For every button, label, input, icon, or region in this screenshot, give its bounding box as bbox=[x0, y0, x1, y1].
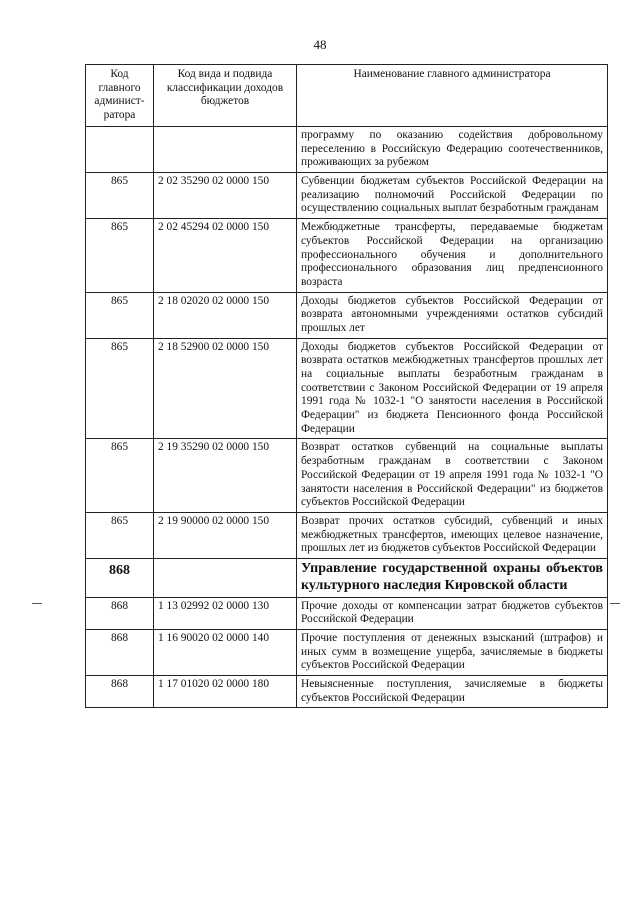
income-code-cell: 2 19 35290 02 0000 150 bbox=[154, 439, 297, 512]
header-income-code: Код вида и подвида классификации доходов бюджетов bbox=[154, 65, 297, 127]
margin-mark-right bbox=[610, 603, 620, 604]
admin-code-cell: 868 bbox=[86, 558, 154, 597]
income-code-cell: 1 13 02992 02 0000 130 bbox=[154, 597, 297, 629]
table-row bbox=[86, 219, 608, 292]
admin-name-cell: программу по оказанию содействия добровольному переселению в Российскую Федерацию соотечественников, проживающих за рубежом bbox=[297, 127, 608, 173]
table-row bbox=[86, 173, 608, 219]
income-code-cell: 2 02 35290 02 0000 150 bbox=[154, 173, 297, 219]
admin-code-cell: 868 bbox=[86, 629, 154, 675]
admin-name-cell: Межбюджетные трансферты, передаваемые бюджетам субъектов Российской Федерации на организацию профессионального обучения и дополнительного профессионального образования лиц предпенсионного возраста bbox=[297, 219, 608, 292]
table-row bbox=[86, 127, 608, 173]
income-code-cell: 2 02 45294 02 0000 150 bbox=[154, 219, 297, 292]
admin-name-cell: Возврат остатков субвенций на социальные выплаты безработным гражданам в соответствии с Законом Российской Федерации от 19 апреля 1991 года № 1032-1 "О занятости населения в Российской Федерации" из бюджетов субъектов Российской Федерации bbox=[297, 439, 608, 512]
income-code-cell bbox=[154, 558, 297, 597]
income-code-cell: 1 16 90020 02 0000 140 bbox=[154, 629, 297, 675]
department-row bbox=[86, 558, 608, 597]
table-body bbox=[86, 127, 608, 708]
admin-name-cell: Управление государственной охраны объектов культурного наследия Кировской области bbox=[297, 558, 608, 597]
admin-name-cell: Прочие доходы от компенсации затрат бюджетов субъектов Российской Федерации bbox=[297, 597, 608, 629]
admin-code-cell: 865 bbox=[86, 219, 154, 292]
table-row bbox=[86, 292, 608, 338]
page-number: 48 bbox=[313, 37, 327, 52]
admin-code-cell: 865 bbox=[86, 338, 154, 439]
admin-code-cell: 868 bbox=[86, 675, 154, 707]
margin-mark-left bbox=[32, 603, 42, 604]
admin-code-cell: 865 bbox=[86, 439, 154, 512]
admin-code-cell: 865 bbox=[86, 292, 154, 338]
table-header-row bbox=[86, 65, 608, 127]
admin-name-cell: Невыясненные поступления, зачисляемые в бюджеты субъектов Российской Федерации bbox=[297, 675, 608, 707]
admin-name-cell: Доходы бюджетов субъектов Российской Федерации от возврата автономными учреждениями остатков субсидий прошлых лет bbox=[297, 292, 608, 338]
table-row bbox=[86, 439, 608, 512]
table-row bbox=[86, 512, 608, 558]
admin-name-cell: Прочие поступления от денежных взысканий (штрафов) и иных сумм в возмещение ущерба, зачисляемые в бюджеты субъектов Российской Федерации bbox=[297, 629, 608, 675]
table-row bbox=[86, 338, 608, 439]
income-code-cell: 2 18 02020 02 0000 150 bbox=[154, 292, 297, 338]
admin-code-cell bbox=[86, 127, 154, 173]
admin-code-cell: 865 bbox=[86, 173, 154, 219]
header-admin-name: Наименование главного администратора bbox=[297, 65, 608, 127]
admin-name-cell: Субвенции бюджетам субъектов Российской Федерации на реализацию полномочий Российской Федерации по осуществлению социальных выплат безработным гражданам bbox=[297, 173, 608, 219]
income-administrators-table bbox=[85, 64, 608, 708]
admin-name-cell: Возврат прочих остатков субсидий, субвенций и иных межбюджетных трансфертов, имеющих целевое назначение, прошлых лет из бюджетов субъектов Российской Федерации bbox=[297, 512, 608, 558]
income-code-cell: 1 17 01020 02 0000 180 bbox=[154, 675, 297, 707]
table-row bbox=[86, 629, 608, 675]
income-code-cell bbox=[154, 127, 297, 173]
income-code-cell: 2 18 52900 02 0000 150 bbox=[154, 338, 297, 439]
table-row bbox=[86, 597, 608, 629]
table-row bbox=[86, 675, 608, 707]
admin-code-cell: 865 bbox=[86, 512, 154, 558]
admin-code-cell: 868 bbox=[86, 597, 154, 629]
admin-name-cell: Доходы бюджетов субъектов Российской Федерации от возврата остатков межбюджетных трансфертов прошлых лет на социальные выплаты безработным гражданам в соответствии с Законом Российской Федерации от 19 апреля 1991 года № 1032-1 "О занятости населения в Российской Федерации" из бюджета Пенсионного фонда Российской Федерации bbox=[297, 338, 608, 439]
income-code-cell: 2 19 90000 02 0000 150 bbox=[154, 512, 297, 558]
header-admin-code: Код главного админист-ратора bbox=[86, 65, 154, 127]
